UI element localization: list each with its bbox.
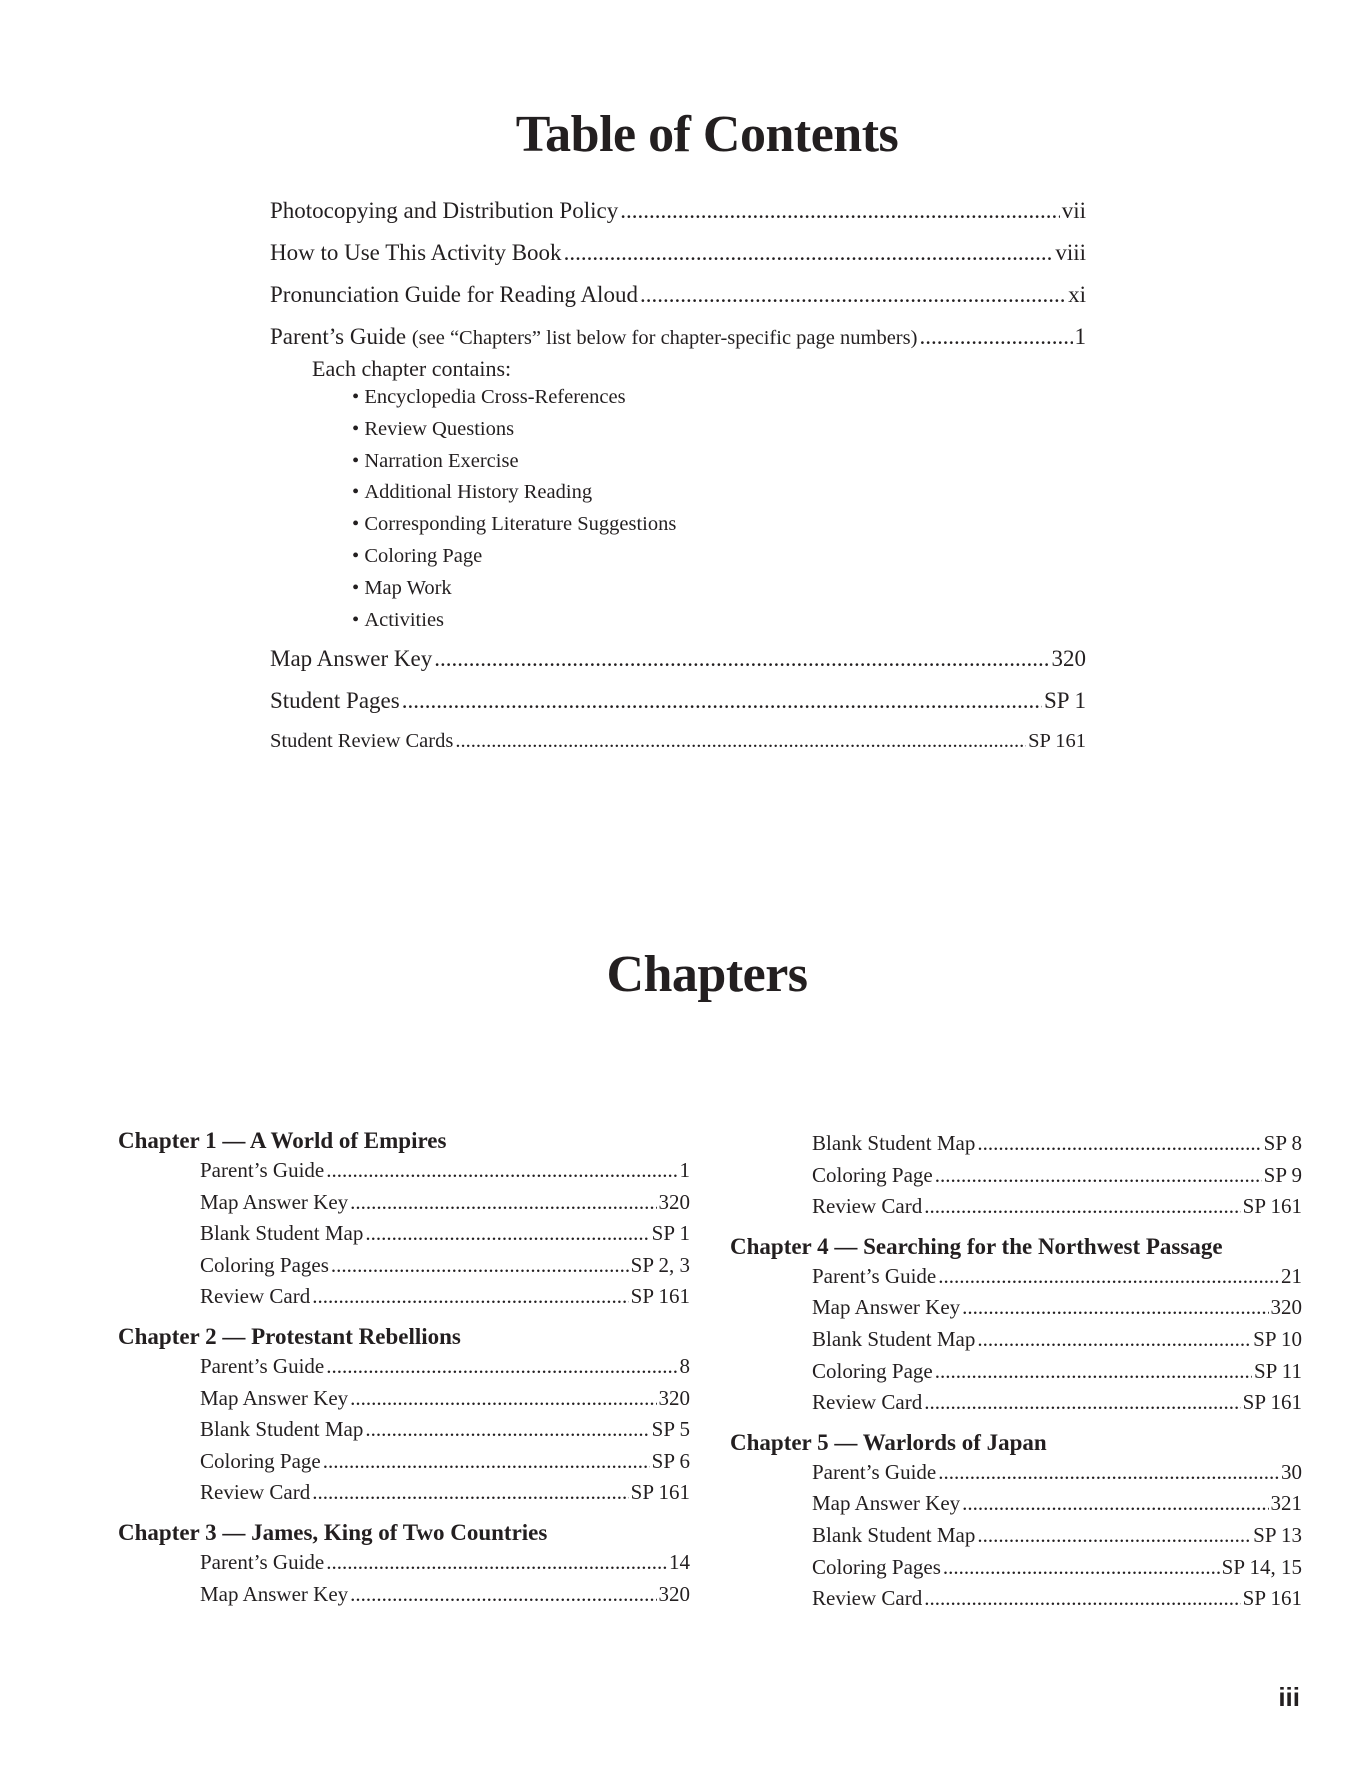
chapter-entry[interactable] (200, 1550, 690, 1582)
dot-leader (938, 1264, 1279, 1289)
chapter-entry-label: Coloring Pages (812, 1554, 941, 1579)
chapter-entry-label: Review Card (200, 1284, 311, 1309)
dot-leader (564, 240, 1054, 266)
toc-entry-label: Map Answer Key (270, 646, 433, 672)
chapter-entry[interactable] (200, 1158, 690, 1190)
section-title: Chapters (606, 946, 808, 1003)
chapter-entry-label: Review Card (812, 1390, 923, 1415)
chapter-entry-page: SP 8 (1263, 1131, 1302, 1155)
chapter-entry-label: Review Card (200, 1480, 311, 1505)
chapter-entry-label: Blank Student Map (812, 1326, 976, 1351)
chapter-entry[interactable] (200, 1354, 690, 1386)
chapter-entry[interactable] (812, 1523, 1302, 1555)
chapter-entry[interactable] (812, 1491, 1302, 1523)
dot-leader (962, 1295, 1268, 1320)
list-item: • Narration Exercise (352, 450, 1086, 482)
chapter-entry-label: Blank Student Map (200, 1417, 364, 1442)
dot-leader (977, 1327, 1251, 1352)
chapter-entry-page: SP 13 (1253, 1522, 1302, 1547)
toc-entry-page: xi (1068, 282, 1086, 307)
chapter-entry[interactable] (812, 1131, 1302, 1163)
toc-entry[interactable] (270, 688, 1086, 730)
dot-leader (620, 198, 1060, 224)
chapter-entry-page: SP 161 (1242, 1194, 1302, 1219)
chapter-entry[interactable] (200, 1190, 690, 1222)
toc-entry-parents-guide[interactable] (270, 324, 1086, 356)
chapter-entry-page: SP 11 (1253, 1358, 1302, 1383)
page-number: iii (1278, 1682, 1300, 1712)
dot-leader (312, 1480, 628, 1505)
chapter-entry-page: 320 (1270, 1295, 1302, 1320)
chapter-entry-page: SP 14, 15 (1221, 1554, 1302, 1579)
list-item: • Encyclopedia Cross-References (352, 386, 1086, 418)
dot-leader (977, 1523, 1251, 1548)
dot-leader (326, 1158, 677, 1183)
toc-entry-page: SP 1 (1044, 688, 1086, 714)
dot-leader (935, 1359, 1252, 1384)
chapter-contains-label: Each chapter contains: (312, 356, 512, 381)
list-item: • Corresponding Literature Suggestions (352, 513, 1086, 545)
chapter-entry-label: Parent’s Guide (812, 1263, 937, 1288)
chapter-entry-page: 14 (669, 1549, 690, 1574)
chapter-entry[interactable] (200, 1253, 690, 1285)
chapter-entry-page: 8 (679, 1353, 690, 1378)
chapter-entry-page: 320 (658, 1189, 690, 1214)
list-item: • Review Questions (352, 418, 1086, 450)
toc-entry-label: Student Review Cards (270, 730, 454, 753)
chapter-entry[interactable] (812, 1555, 1302, 1587)
dot-leader (326, 1354, 677, 1379)
dot-leader (350, 1582, 656, 1607)
dot-leader (924, 1390, 1240, 1415)
chapter-entry[interactable] (812, 1327, 1302, 1359)
dot-leader (943, 1555, 1220, 1580)
chapter-entry-page: SP 161 (1242, 1390, 1302, 1415)
dot-leader (640, 282, 1066, 308)
chapter-entry-label: Parent’s Guide (200, 1549, 325, 1574)
toc-entry[interactable] (270, 198, 1086, 240)
chapter-entry-label: Blank Student Map (812, 1131, 976, 1155)
dot-leader (365, 1221, 649, 1246)
toc-entry-note: (see “Chapters” list below for chapter-specific page numbers) (411, 327, 918, 349)
list-item: • Additional History Reading (352, 481, 1086, 513)
chapter-entry[interactable] (812, 1359, 1302, 1391)
chapter-entry-label: Parent’s Guide (200, 1158, 325, 1182)
chapter-entry[interactable] (200, 1449, 690, 1481)
chapter-entry-page: 1 (679, 1158, 690, 1182)
toc-entry[interactable] (270, 730, 1086, 772)
page-title: Table of Contents (515, 106, 899, 163)
toc-entry-page: vii (1061, 198, 1086, 223)
list-item: • Coloring Page (352, 545, 1086, 577)
chapter-entry[interactable] (812, 1390, 1302, 1422)
chapter-entry[interactable] (812, 1194, 1302, 1226)
dot-leader (326, 1550, 667, 1575)
dot-leader (350, 1190, 656, 1215)
chapter-entry[interactable] (200, 1480, 690, 1512)
toc-entry-page: SP 161 (1028, 730, 1086, 753)
toc-entry[interactable] (270, 282, 1086, 324)
chapter-heading: Chapter 1 — A World of Empires (118, 1128, 447, 1153)
chapter-entry[interactable] (812, 1163, 1302, 1195)
chapter-entry[interactable] (812, 1460, 1302, 1492)
toc-entry-label: Student Pages (270, 688, 400, 714)
chapter-entry-label: Blank Student Map (812, 1522, 976, 1547)
toc-entry-page: 1 (1074, 324, 1086, 349)
chapter-entry[interactable] (200, 1582, 690, 1614)
chapter-entry-label: Parent’s Guide (200, 1353, 325, 1378)
dot-leader (402, 688, 1042, 714)
chapter-entry[interactable] (812, 1264, 1302, 1296)
dot-leader (365, 1417, 649, 1442)
chapter-entry-page: SP 6 (651, 1448, 690, 1473)
table-of-contents (270, 198, 1086, 772)
dot-leader (924, 1586, 1240, 1611)
dot-leader (977, 1131, 1261, 1156)
toc-entry-page: viii (1055, 240, 1086, 265)
chapter-entry[interactable] (200, 1417, 690, 1449)
chapter-entry-label: Coloring Page (812, 1162, 933, 1187)
toc-entry-label: Photocopying and Distribution Policy (270, 198, 619, 223)
chapter-heading: Chapter 3 — James, King of Two Countries (118, 1519, 548, 1545)
chapter-contents-list (352, 386, 1086, 640)
chapter-entry-page: SP 161 (630, 1480, 690, 1505)
chapter-heading: Chapter 4 — Searching for the Northwest Passage (730, 1233, 1223, 1259)
chapter-entry-page: SP 10 (1253, 1326, 1302, 1351)
chapter-entry-page: 30 (1281, 1459, 1302, 1484)
dot-leader (924, 1194, 1240, 1219)
dot-leader (434, 646, 1049, 672)
chapter-entry-page: 320 (658, 1581, 690, 1606)
chapter-entry[interactable] (812, 1295, 1302, 1327)
chapter-entry-label: Review Card (812, 1586, 923, 1611)
chapter-entry[interactable] (812, 1586, 1302, 1618)
chapter-entry-page: SP 5 (651, 1417, 690, 1442)
dot-leader (312, 1284, 628, 1309)
chapter-entry[interactable] (200, 1284, 690, 1316)
dot-leader (350, 1386, 656, 1411)
dot-leader (455, 730, 1026, 753)
chapters-column-right (730, 1131, 1302, 1618)
toc-entry-label: Parent’s Guide (270, 324, 407, 349)
chapters-column-left (118, 1128, 690, 1613)
chapter-entry-label: Map Answer Key (200, 1385, 349, 1410)
dot-leader (331, 1253, 629, 1278)
chapter-entry-label: Review Card (812, 1194, 923, 1219)
chapter-entry-label: Parent’s Guide (812, 1459, 937, 1484)
chapter-entry-page: SP 161 (630, 1284, 690, 1309)
chapter-entry-page: SP 2, 3 (630, 1252, 690, 1277)
chapter-entry-page: SP 161 (1242, 1586, 1302, 1611)
chapter-entry-label: Coloring Page (812, 1358, 933, 1383)
dot-leader (938, 1460, 1279, 1485)
dot-leader (323, 1449, 650, 1474)
chapter-heading: Chapter 2 — Protestant Rebellions (118, 1323, 461, 1349)
chapter-entry[interactable] (200, 1386, 690, 1418)
list-item: • Map Work (352, 577, 1086, 609)
chapter-entry-label: Map Answer Key (812, 1295, 961, 1320)
dot-leader (919, 324, 1072, 350)
chapter-entry-label: Coloring Page (200, 1448, 321, 1473)
chapter-entry-page: 321 (1270, 1491, 1302, 1516)
chapter-entry-page: 320 (658, 1385, 690, 1410)
chapter-entry-page: 21 (1281, 1263, 1302, 1288)
chapter-entry-label: Map Answer Key (812, 1491, 961, 1516)
chapter-entry-page: SP 1 (651, 1221, 690, 1246)
dot-leader (962, 1491, 1268, 1516)
toc-entry[interactable] (270, 646, 1086, 688)
chapter-entry[interactable] (200, 1221, 690, 1253)
chapter-entry-page: SP 9 (1263, 1162, 1302, 1187)
list-item: • Activities (352, 609, 1086, 641)
toc-entry-label: Pronunciation Guide for Reading Aloud (270, 282, 638, 307)
chapter-entry-label: Map Answer Key (200, 1189, 349, 1214)
toc-entry[interactable] (270, 240, 1086, 282)
chapter-entry-label: Coloring Pages (200, 1252, 329, 1277)
dot-leader (935, 1163, 1262, 1188)
chapter-entry-label: Map Answer Key (200, 1581, 349, 1606)
toc-entry-label: How to Use This Activity Book (270, 240, 562, 265)
toc-entry-page: 320 (1051, 646, 1086, 672)
chapter-entry-label: Blank Student Map (200, 1221, 364, 1246)
chapter-heading: Chapter 5 — Warlords of Japan (730, 1429, 1047, 1455)
